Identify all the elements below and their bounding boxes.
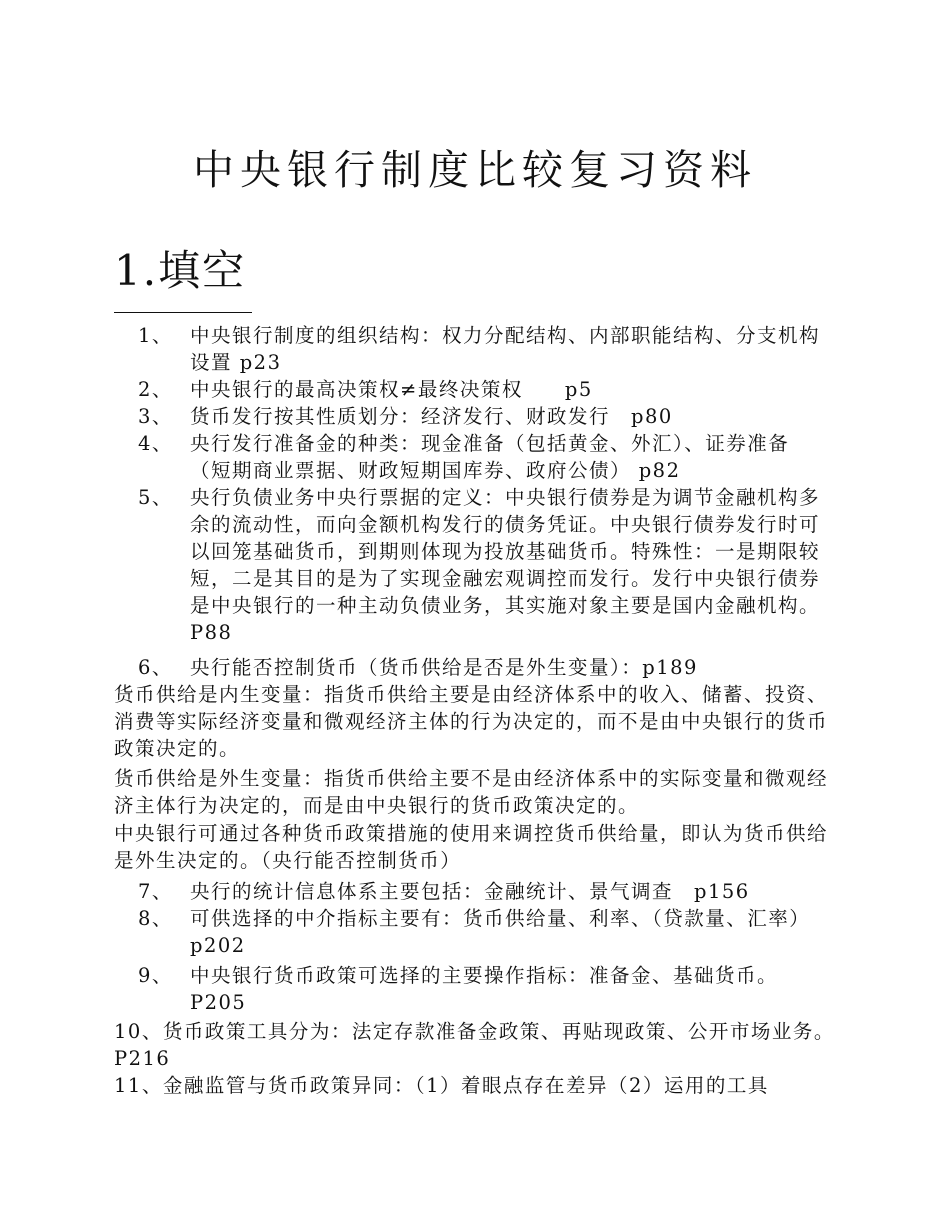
paragraph-central-bank-control: 中央银行可通过各种货币政策措施的使用来调控货币供给量，即认为货币供给是外生决定的。（央行能否控制货币）	[114, 822, 829, 872]
document-title: 中央银行制度比较复习资料	[193, 146, 757, 194]
list-item-text: 央行负债业务中央行票据的定义：中央银行债券是为调节金融机构多余的流动性，而向金额机构发行的债务凭证。中央银行债券发行时可以回笼基础货币，到期则体现为投放基础货币。特殊性：一是期限较短，二是其目的是为了实现金融宏观调控而发行。发行中央银行债券是中央银行的一种主动负债业务，其实施对象主要是国内金融机构。P88	[190, 486, 821, 644]
list-item-number: 7、	[138, 880, 173, 903]
list-item-text: 央行能否控制货币（货币供给是否是外生变量）：p189	[190, 656, 698, 679]
list-item-number: 8、	[138, 907, 173, 930]
section-heading: 1.填空	[114, 246, 247, 295]
list-item-text: 可供选择的中介指标主要有：货币供给量、利率、（贷款量、汇率）p202	[190, 907, 811, 957]
list-item-number: 5、	[138, 486, 173, 509]
heading-underline	[114, 312, 252, 313]
list-item-text: 央行的统计信息体系主要包括：金融统计、景气调查 p156	[190, 880, 750, 903]
list-item-text: 货币发行按其性质划分：经济发行、财政发行 p80	[190, 405, 673, 428]
list-item-3	[138, 403, 838, 430]
list-item-number: 6、	[138, 656, 173, 679]
list-item-2	[138, 376, 838, 403]
list-item-5	[138, 484, 838, 646]
paragraph-endogenous: 货币供给是内生变量：指货币供给主要是由经济体系中的收入、储蓄、投资、消费等实际经济变量和微观经济主体的行为决定的，而不是由中央银行的货币政策决定的。	[114, 683, 829, 760]
list-item-1	[138, 322, 838, 376]
list-item-number: 1、	[138, 324, 173, 347]
list-item-11: 11、金融监管与货币政策异同：（1）着眼点存在差异（2）运用的工具	[114, 1074, 769, 1097]
list-item-10: 10、货币政策工具分为：法定存款准备金政策、再贴现政策、公开市场业务。P216	[114, 1020, 835, 1070]
list-item-4	[138, 430, 838, 484]
list-item-number: 4、	[138, 432, 173, 455]
list-item-text: 中央银行的最高决策权≠最终决策权 p5	[190, 378, 593, 401]
list-item-9	[138, 962, 838, 1016]
list-item-text: 中央银行制度的组织结构：权力分配结构、内部职能结构、分支机构设置 p23	[190, 324, 821, 374]
list-item-number: 9、	[138, 964, 173, 987]
list-item-number: 3、	[138, 405, 173, 428]
paragraph-exogenous: 货币供给是外生变量：指货币供给主要不是由经济体系中的实际变量和微观经济主体行为决定的，而是由中央银行的货币政策决定的。	[114, 767, 829, 817]
list-item-8	[138, 905, 838, 959]
list-item-6	[138, 654, 838, 681]
list-item-7	[138, 878, 838, 905]
list-item-number: 2、	[138, 378, 173, 401]
list-item-text: 央行发行准备金的种类：现金准备（包括黄金、外汇）、证券准备（短期商业票据、财政短期国库券、政府公债） p82	[190, 432, 790, 482]
list-item-text: 中央银行货币政策可选择的主要操作指标：准备金、基础货币。 P205	[190, 964, 779, 1014]
